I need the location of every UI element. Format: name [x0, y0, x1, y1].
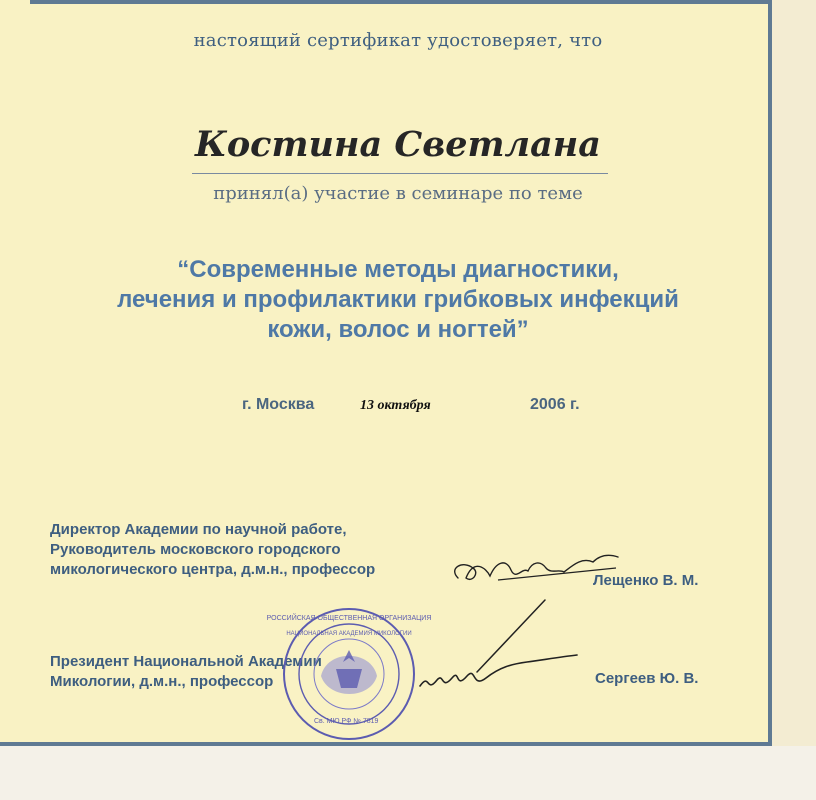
president-title-line-1: Президент Национальной Академии — [50, 653, 322, 670]
bottom-margin — [0, 746, 816, 800]
topic-line-1: “Современные методы диагностики, — [177, 256, 619, 283]
right-margin — [772, 0, 816, 800]
director-title-line-2: Руководитель московского городского — [50, 541, 341, 558]
seal-inner-text: НАЦИОНАЛЬНАЯ АКАДЕМИЯ МИКОЛОГИИ — [286, 631, 412, 637]
frame-top — [30, 0, 770, 4]
frame-right — [768, 0, 772, 746]
director-title-line-3: микологического центра, д.м.н., профессор — [50, 561, 376, 578]
topic-line-2: лечения и профилактики грибковых инфекций — [117, 286, 679, 313]
director-title-line-1: Директор Академии по научной работе, — [50, 521, 347, 538]
president-title-line-2: Микологии, д.м.н., профессор — [50, 673, 274, 690]
seal-bottom-text: Св. МЮ РФ № 7819 — [314, 718, 379, 725]
seminar-date: 13 октября — [360, 398, 431, 413]
seal-outer-text: РОССИЙСКАЯ ОБЩЕСТВЕННАЯ ОРГАНИЗАЦИЯ — [266, 615, 432, 622]
director-title — [50, 520, 430, 580]
president-name: Сергеев Ю. В. — [595, 670, 699, 687]
recipient-name: Костина Светлана — [195, 124, 601, 165]
seminar-year: 2006 г. — [530, 396, 580, 413]
name-underline — [192, 173, 608, 174]
certificate-intro: настоящий сертификат удостоверяет, что — [193, 30, 603, 51]
seminar-topic — [0, 255, 796, 345]
topic-line-3: кожи, волос и ногтей” — [267, 316, 529, 343]
seminar-city: г. Москва — [242, 396, 315, 413]
director-name: Лещенко В. М. — [593, 572, 699, 589]
participation-text: принял(а) участие в семинаре по теме — [213, 183, 583, 204]
president-signature — [392, 590, 682, 710]
